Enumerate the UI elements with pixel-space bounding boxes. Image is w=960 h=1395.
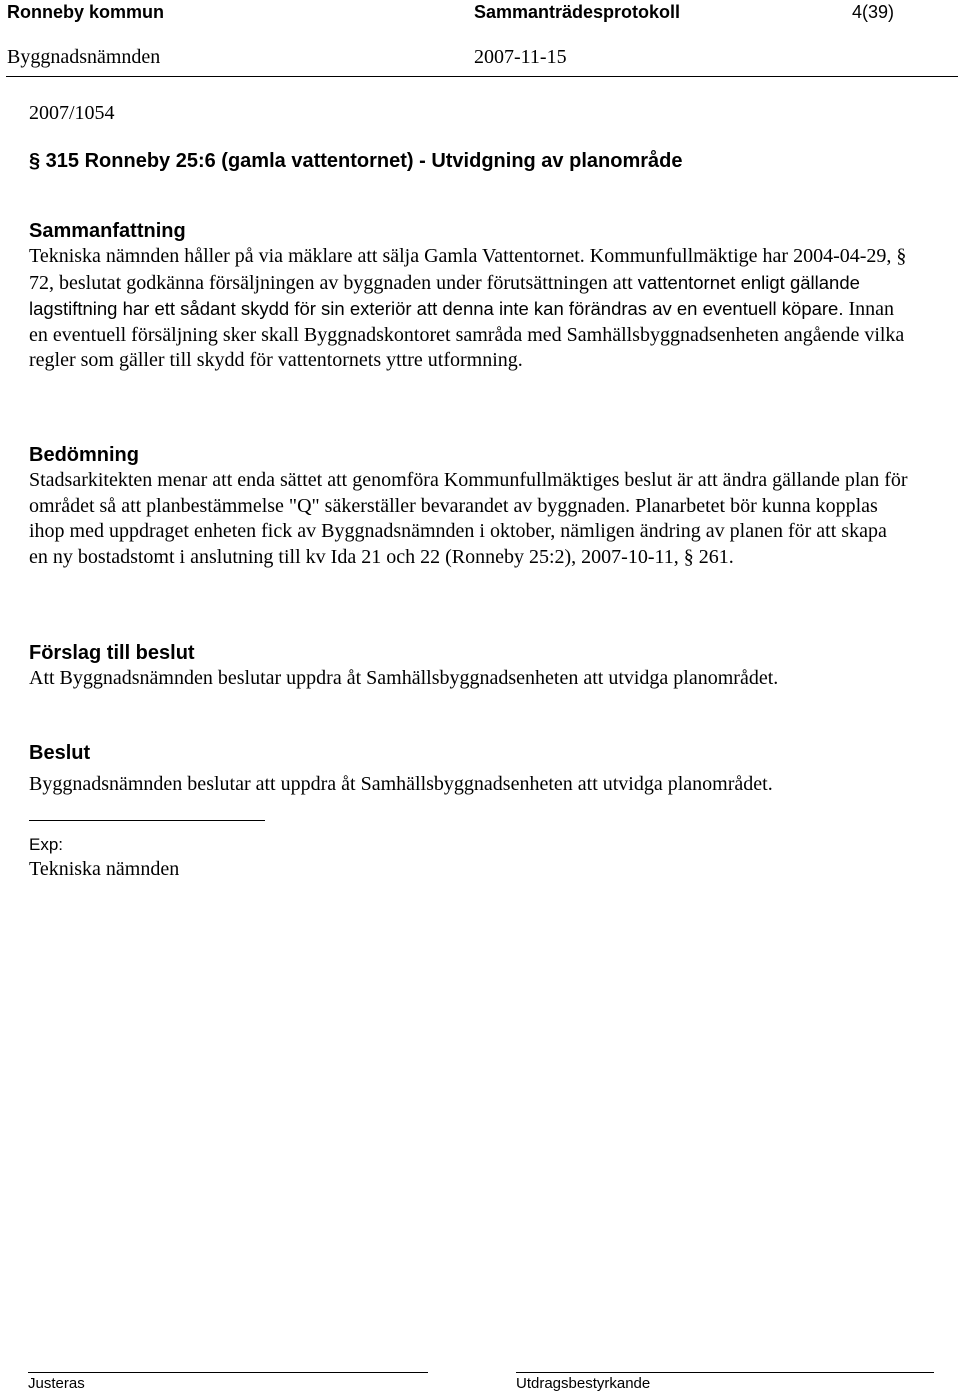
summary-heading: Sammanfattning — [29, 220, 186, 242]
footer-left-rule — [28, 1372, 428, 1373]
summary-text-part-2: vattentornet enligt gällande lagstiftning har ett sådant skydd för sin exteriör att denna inte kan förändras av en eventuell köpare. — [29, 271, 860, 320]
footer-utdragsbestyrkande: Utdragsbestyrkande — [516, 1375, 651, 1392]
separator-line — [29, 820, 265, 821]
proposal-heading: Förslag till beslut — [29, 642, 195, 664]
summary-text — [29, 244, 909, 374]
case-number: 2007/1054 — [29, 102, 115, 124]
committee-name: Byggnadsnämnden — [7, 46, 161, 68]
decision-heading: Beslut — [29, 742, 91, 764]
header-divider — [6, 76, 958, 77]
decision-text: Byggnadsnämnden beslutar att uppdra åt Samhällsbyggnadsenheten att utvidga planområdet. — [29, 773, 773, 795]
assessment-section — [29, 442, 909, 570]
document-type: Sammanträdesprotokoll — [474, 2, 681, 22]
case-title: § 315 Ronneby 25:6 (gamla vattentornet) - Utvidgning av planområde — [29, 150, 683, 172]
organization-name: Ronneby kommun — [7, 2, 165, 22]
decision-section — [29, 740, 909, 798]
proposal-text: Att Byggnadsnämnden beslutar uppdra åt Samhällsbyggnadsenheten att utvidga planområdet. — [29, 667, 779, 689]
summary-section — [29, 218, 909, 374]
proposal-section — [29, 640, 909, 692]
expedition-label: Exp: — [29, 835, 64, 854]
meeting-date: 2007-11-15 — [474, 46, 567, 68]
assessment-text: Stadsarkitekten menar att enda sättet att genomföra Kommunfullmäktiges beslut är att ändra gällande plan för området så att planbestämmelse "Q" säkerställer bevarandet av byggnaden. Planarbetet bör kunna kopplas ihop med uppdraget enheten fick av Byggnadsnämnden i oktober, nämligen ändring av planen för att skapa en ny bostadstomt i anslutning till kv Ida 21 och 22 (Ronneby 25:2), 2007-10-11, § 261. — [29, 469, 908, 568]
page-indicator: 4(39) — [852, 2, 895, 22]
assessment-heading: Bedömning — [29, 444, 139, 466]
summary-text-part-1: Tekniska nämnden håller på via mäklare att sälja Gamla Vattentornet. Kommunfullmäktige har 2004-04-29, § 72, beslutat godkänna försäljningen av byggnaden under förutsättningen att — [29, 245, 907, 294]
expedition-recipient: Tekniska nämnden — [29, 858, 180, 880]
footer-right-rule — [516, 1372, 934, 1373]
footer-justeras: Justeras — [28, 1375, 85, 1392]
summary-text-part-3: Innan en eventuell försäljning sker skall Byggnadskontoret samråda med Samhällsbyggnadsenheten angående vilka regler som gäller till skydd för vattentornets yttre utformning. — [29, 298, 905, 372]
